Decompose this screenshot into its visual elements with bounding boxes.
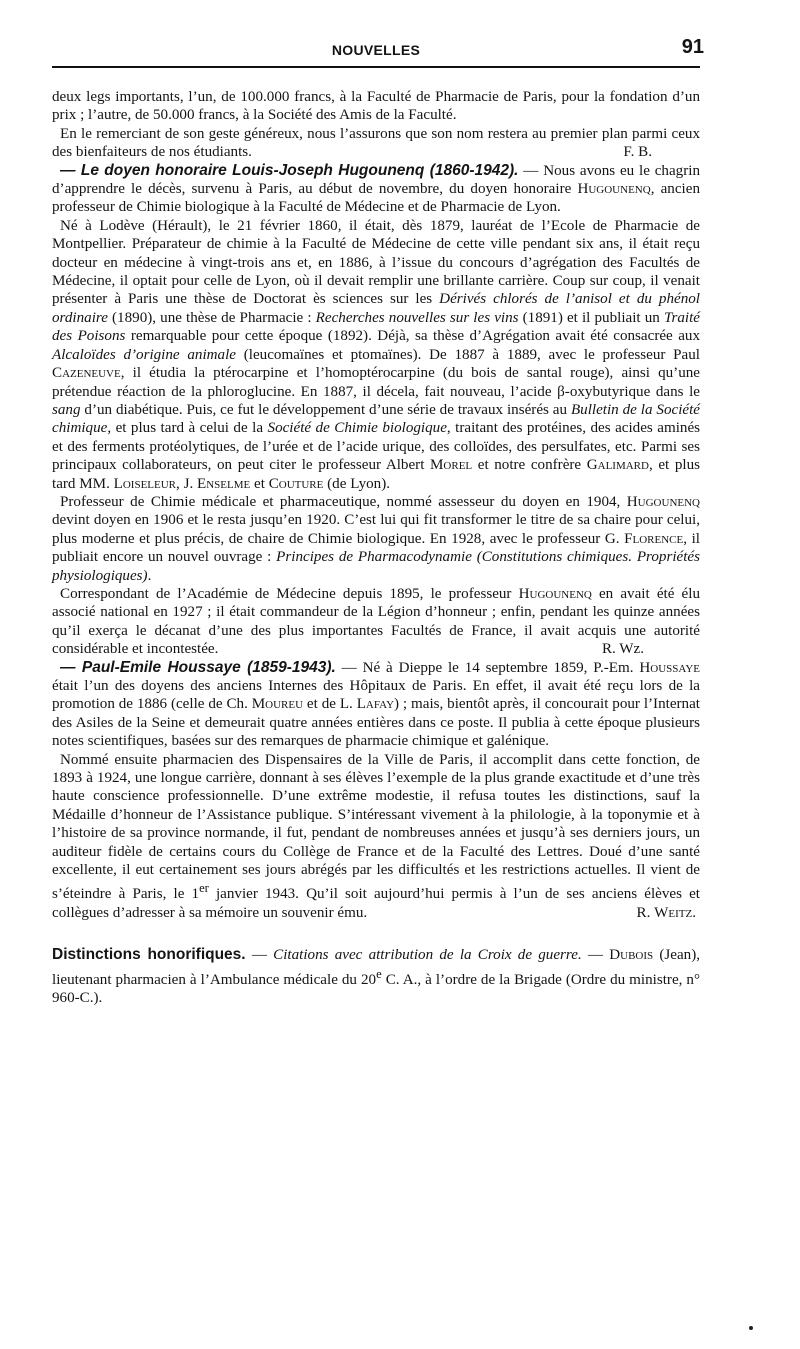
hugounenq-paragraph-1: — Le doyen honoraire Louis-Joseph Hugounenq (1860-1942). — Nous avons eu le chagrin d’apprendre le décès, survenu à Paris, au début de novembre, du doyen honoraire Hugounenq, ancien professeur de Chimie biologique à la Faculté de Médecine et de Pharmacie de Lyon. xyxy=(52,161,700,216)
legs-paragraph-1: deux legs importants, l’un, de 100.000 francs, à la Faculté de Pharmacie de Paris, pour la fondation d’un prix ; l’autre, de 50.000 francs, à la Société des Amis de la Faculté. xyxy=(52,89,700,124)
houssaye-paragraph-1: — Paul-Emile Houssaye (1859-1943). — Né à Dieppe le 14 septembre 1859, P.-Em. Houssaye était l’un des doyens des anciens Internes des Hôpitaux de Paris. En effet, il avait été reçu lors de la promotion de 1886 (celle de Ch. Moureu et de L. Lafay) ; mais, bientôt après, il concourait pour l’Internat des Asiles de la Seine et demeurait quatre années entières dans ce poste. Il publia à cette époque plusieurs notes scientifiques, basées sur des remarques de pharmacie chimique et galénique. xyxy=(52,658,700,750)
article-body xyxy=(52,88,700,1008)
hugounenq-paragraph-4: Correspondant de l’Académie de Médecine depuis 1895, le professeur Hugounenq en avait été élu associé national en 1927 ; il était commandeur de la Légion d’honneur ; enfin, pendant les quinze années qu’il exerça le décanat d’une des plus importantes Facultés de France, il avait acquis une autorité considérable et incontestée. R. Wz. xyxy=(52,585,700,658)
houssaye-heading: — Paul-Emile Houssaye (1859-1943). xyxy=(60,658,336,676)
distinctions-paragraph: Distinctions honorifiques. — Citations avec attribution de la Croix de guerre. — Dubois (Jean), lieutenant pharmacien à l’Ambulance médicale du 20e C. A., à l’ordre de la Brigade (Ordre du ministre, n° 960-C.). xyxy=(52,946,701,1007)
signature-weitz: R. Weitz. xyxy=(636,904,696,921)
hugounenq-paragraph-2: Né à Lodève (Hérault), le 21 février 1860, il était, dès 1879, lauréat de l’Ecole de Pharmacie de Montpellier. Préparateur de chimie à la Faculté de Médecine de cette ville pendant six ans, il était reçu docteur en médecine à vingt-trois ans et, en 1886, à l’issue du concours d’agrégation des Facultés de Médecine, il optait pour celle de Lyon, où il devait remplir une brillante carrière. Coup sur coup, il venait présenter à Paris une thèse de Doctorat ès sciences sur les Dérivés chlorés de l’anisol et du phénol ordinaire (1890), une thèse de Pharmacie : Recherches nouvelles sur les vins (1891) et il publiait un Traité des Poisons remarquable pour cette époque (1892). Déjà, sa thèse d’Agrégation avait été consacrée aux Alcaloïdes d’origine animale (leucomaïnes et ptomaïnes). De 1887 à 1889, avec le professeur Paul Cazeneuve, il étudia la ptérocarpine et l’homoptérocarpine (du bois de santal rouge), ainsi qu’une prétendue réaction de la phloroglucine. En 1887, il décela, fait nouveau, l’acide β-oxybutyrique dans le sang d’un diabétique. Puis, ce fut le développement d’une série de travaux insérés au Bulletin de la Société chimique, et plus tard à celui de la Société de Chimie biologique, traitant des protéines, des acides aminés et des ferments protéolytiques, de l’urée et de l’acide urique, des colloïdes, des persulfates, etc. Parmi ses principaux collaborateurs, on peut citer le professeur Albert Morel et notre confrère Galimard, et plus tard MM. Loiseleur, J. Enselme et Couture (de Lyon). xyxy=(52,217,701,492)
hugounenq-paragraph-3: Professeur de Chimie médicale et pharmaceutique, nommé assesseur du doyen en 1904, Hugounenq devint doyen en 1906 et le resta jusqu’en 1920. C’est lui qui fit transformer le titre de sa chaire pour celui, plus moderne et plus précis, de chaire de Chimie biologique. En 1928, avec le professeur G. Florence, il publiait encore un nouvel ouvrage : Principes de Pharmacodynamie (Constitutions chimiques. Propriétés physiologiques). xyxy=(52,493,701,584)
signature-rwz: R. Wz. xyxy=(601,641,644,658)
running-title: NOUVELLES xyxy=(331,42,421,58)
signature-fb: F. B. xyxy=(623,144,652,161)
page-number: 91 xyxy=(681,36,704,58)
houssaye-paragraph-2: Nommé ensuite pharmacien des Dispensaires de la Ville de Paris, il accomplit dans cette fonction, de 1893 à 1924, une longue carrière, donnant à ses élèves l’exemple de la plus grande exactitude et d’une très haute conscience professionnelle. D’une extrême modestie, il refusa toutes les distinctions, sauf la Médaille d’honneur de l’Assistance publique. S’intéressant vivement à la philologie, à la toponymie et à l’histoire de sa province normande, il fut, pendant de nombreuses années et jusqu’à ses derniers jours, un auditeur fidèle de certains cours du Collège de France et de la Faculté des Lettres. Doué d’une santé excellente, il eut certainement ses jours abrégés par les difficultés et les restrictions actuelles. Il vient de s’éteindre à Paris, le 1er janvier 1943. Qu’il soit aujourd’hui permis à l’un de ses anciens élèves et collègues d’adresser à sa mémoire un souvenir ému. R. Weitz. xyxy=(52,751,700,921)
page xyxy=(52,30,704,1008)
page-header xyxy=(52,30,704,64)
hugounenq-heading: — Le doyen honoraire Louis-Joseph Hugounenq (1860-1942). xyxy=(60,161,519,179)
header-rule xyxy=(52,66,700,68)
section-gap xyxy=(52,922,700,946)
distinctions-heading: Distinctions honorifiques. xyxy=(52,946,246,964)
legs-paragraph-2: En le remerciant de son geste généreux, nous l’assurons que son nom restera au premier plan parmi ceux des bienfaiteurs de nos étudiants. F. B. xyxy=(52,125,700,161)
print-speck xyxy=(749,1326,753,1330)
